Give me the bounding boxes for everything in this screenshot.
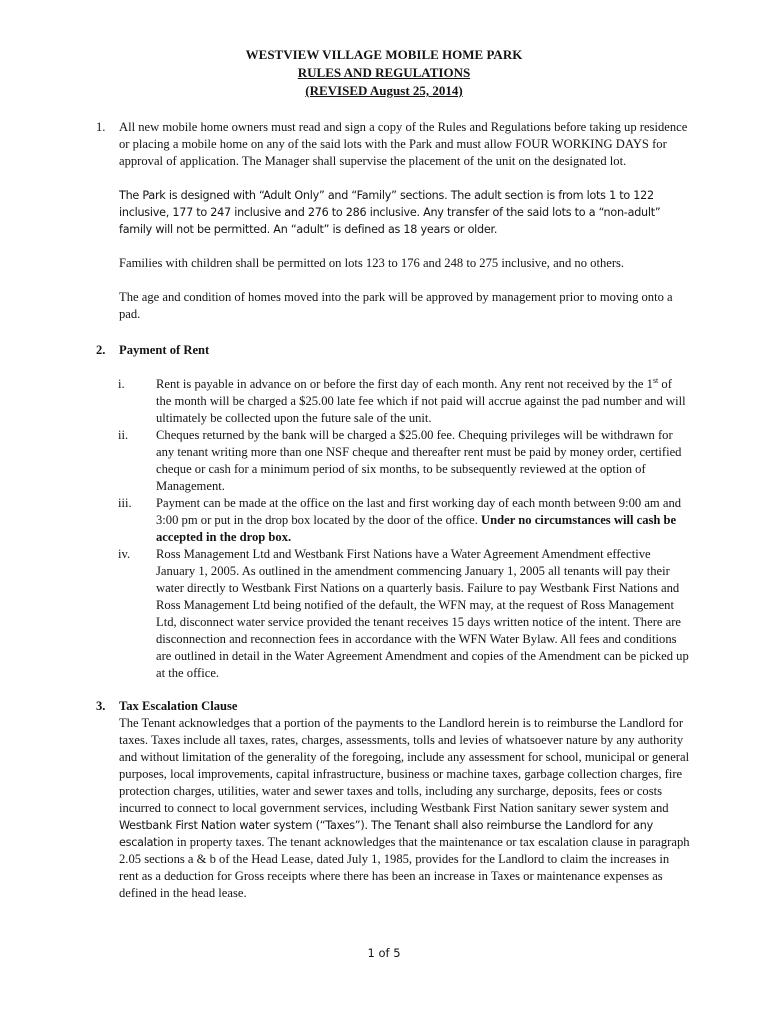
- tax-clause-text: The Tenant acknowledges that a portion of the payments to the Landlord herein is to reimburse the Landlord for taxes. Taxes include all taxes, rates, charges, assessments, tolls and levies of whatsoever nature by any authority and without limitation of the generality of the foregoing, include any assessment for school, municipal or general purposes, local improvements, capital infrastructure, business or machine taxes, garbage collection charges, fire protection charges, utilities, water and sewer taxes and tolls, including any surcharge, deposits, fees or costs incurred to connect to local government services, including Westbank First Nation sanitary sewer system and: [119, 716, 690, 815]
- list-item-text: Rent is payable in advance on or before the first day of each month. Any rent not received by the 1: [156, 377, 653, 391]
- page-number: 1 of 5: [367, 946, 401, 960]
- list-item-text: Ross Management Ltd and Westbank First Nations have a Water Agreement Amendment effective January 1, 2005. As outlined in the amendment commencing January 1, 2005 all tenants will pay their water directly to Westbank First Nations on a quarterly basis. Failure to pay Westbank First Nations and Ross Management Ltd being notified of the default, the WFN may, at the request of Ross Management Ltd, disconnect water service provided the tenant receives 15 days written notice of the intent. There are disconnection and reconnection fees in accordance with the WFN Water Bylaw. All fees and conditions are outlined in detail in the Water Agreement Amendment and copies of the Amendment can be picked up at the office.: [156, 547, 689, 680]
- list-item-label: i.: [118, 377, 125, 391]
- section-1: [96, 119, 690, 323]
- document-title: [0, 46, 768, 100]
- paragraph-adult-family-sections: The Park is designed with “Adult Only” and “Family” sections. The adult section is from lots 1 to 122 inclusive, 177 to 247 inclusive and 276 to 286 inclusive. Any transfer of the said lots to a “non-adult” family will not be permitted. An “adult” is defined as 18 years or older.: [119, 189, 661, 236]
- list-item-text: Payment can be made at the office on the last and first working day of each month between 9:00 am and 3:00 pm or put in the drop box located by the door of the office.: [156, 496, 682, 527]
- list-item-text: Cheques returned by the bank will be charged a $25.00 fee. Chequing privileges will be withdrawn for any tenant writing more than one NSF cheque and thereafter rent must be paid by money order, certified cheque or cash for a minimum period of six months, to be subsequently reviewed at the option of Management.: [156, 428, 682, 493]
- cash-warning: Under no circumstances will cash be accepted in the drop box.: [156, 513, 677, 544]
- section-heading: Tax Escalation Clause: [119, 699, 238, 713]
- revision-date: (REVISED August 25, 2014): [305, 83, 463, 98]
- tax-clause-text-end: in property taxes. The tenant acknowledges that the maintenance or tax escalation clause in paragraph 2.05 sections a & b of the Head Lease, dated July 1, 1985, provides for the Landlord to claim the increases in rent as a deduction for Gross receipts where there has been an increase in Taxes or maintenance expenses as defined in the head lease.: [119, 835, 690, 900]
- section-number: 2.: [96, 343, 106, 357]
- list-item: [119, 376, 690, 427]
- paragraph-home-condition: The age and condition of homes moved into the park will be approved by management prior to moving onto a pad.: [119, 290, 673, 321]
- paragraph-registration: All new mobile home owners must read and sign a copy of the Rules and Regulations before taking up residence or placing a mobile home on any of the said lots with the Park and must allow FOUR WORKING DAYS for approval of application. The Manager shall supervise the placement of the unit on the designated lot.: [119, 120, 688, 168]
- list-item: [119, 495, 690, 546]
- park-name: WESTVIEW VILLAGE MOBILE HOME PARK: [245, 47, 523, 62]
- section-number: 1.: [96, 120, 106, 134]
- paragraph-family-lots: Families with children shall be permitted on lots 123 to 176 and 248 to 275 inclusive, and no others.: [119, 256, 625, 270]
- list-item-label: ii.: [118, 428, 129, 442]
- list-item: [119, 427, 690, 495]
- document-heading: RULES AND REGULATIONS: [297, 65, 471, 80]
- section-2: [96, 342, 690, 682]
- list-item-label: iv.: [118, 547, 131, 561]
- list-item: [119, 546, 690, 682]
- rent-rules-list: [119, 376, 690, 682]
- ordinal-suffix: st: [652, 376, 659, 385]
- section-heading: Payment of Rent: [119, 343, 210, 357]
- list-item-label: iii.: [118, 496, 132, 510]
- section-number: 3.: [96, 699, 106, 713]
- list-item-text: of the month will be charged a $25.00 late fee which if not paid will accrue against the pad number and will ultimately be collected upon the future sale of the unit.: [156, 377, 686, 425]
- tax-clause-text-inset: Westbank First Nation water system (“Taxes”). The Tenant shall also reimburse the Landlord for any escalation: [119, 819, 653, 849]
- section-3: [96, 698, 690, 902]
